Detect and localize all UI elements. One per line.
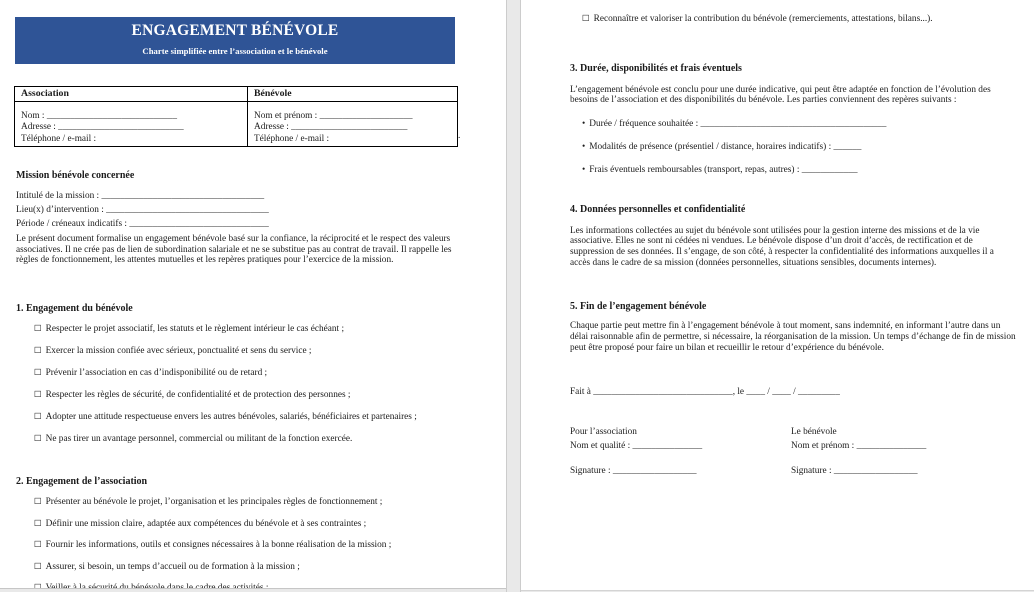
checklist-item	[34, 412, 506, 423]
association-name-quality-field: Nom et qualité : _______________	[570, 441, 703, 452]
association-signature-block	[570, 427, 791, 478]
mission-title-field: Intitulé de la mission : ___________________________________	[16, 190, 265, 201]
checkbox-icon: ☐	[582, 14, 590, 24]
benevole-name-field: Nom et prénom : ____________________	[254, 111, 413, 121]
association-phone-field: Téléphone / e-mail :	[21, 133, 97, 144]
checklist-item-text: Fournir les informations, outils et consignes nécessaires à la bonne réalisation de la mission ;	[45, 540, 392, 551]
benevole-phone-field: Téléphone / e-mail :	[254, 133, 330, 144]
date-place-field: Fait à ______________________________, le ____ / ____ / _________	[570, 386, 840, 397]
stray-period-mark: .	[458, 131, 461, 141]
parties-table	[14, 86, 461, 147]
page2-content	[570, 14, 1018, 477]
checklist-item	[34, 519, 506, 530]
section3-heading: 3. Durée, disponibilités et frais éventuels	[570, 63, 742, 74]
mission-heading: Mission bénévole concernée	[16, 170, 135, 182]
page1-bottom-edge	[0, 588, 506, 592]
benevole-address-field: Adresse : _________________________	[254, 122, 408, 133]
checkbox-icon: ☐	[34, 367, 42, 378]
intro-paragraph: Le présent document formalise un engagement bénévole basé sur la confiance, la réciprocité et le respect des valeurs associatives. Il ne crée pas de lien de subordination salariale et ne se substitue pas au contrat de travail. Il rappelle les règles de fonctionnement, les attentes mutuelles et les repères pratiques pour l’exercice de la mission.	[16, 233, 452, 266]
checklist-item-text: Adopter une attitude respectueuse envers les autres bénévoles, salariés, bénéficiaires et partenaires ;	[45, 411, 417, 422]
checklist-item-text: Ne pas tirer un avantage personnel, commercial ou militant de la fonction exercée.	[45, 433, 353, 444]
bullet-item	[582, 142, 1018, 153]
document-page-2	[521, 0, 1034, 590]
checklist-item	[34, 324, 506, 335]
checkbox-icon: ☐	[34, 497, 42, 508]
table-body-row	[15, 102, 458, 147]
section5-heading: 5. Fin de l’engagement bénévole	[570, 300, 707, 312]
checklist-item-text: Présenter au bénévole le projet, l’organisation et les principales règles de fonctionnement ;	[45, 497, 383, 508]
checkbox-icon: ☐	[34, 518, 42, 529]
section1-heading: 1. Engagement du bénévole	[16, 303, 133, 315]
document-page-1	[0, 0, 506, 588]
bullet-item	[582, 119, 1018, 130]
section3-paragraph: L’engagement bénévole est conclu pour une durée indicative, qui peut être adaptée en fonction de l’évolution des besoins de l’association et des disponibilités du bénévole. Les parties conviennent des repères suivants :	[570, 84, 991, 106]
checkbox-icon: ☐	[34, 433, 42, 444]
bullet-icon: •	[582, 165, 586, 176]
checkbox-icon: ☐	[34, 411, 42, 422]
checklist-item-text: Exercer la mission confiée avec sérieux, ponctualité et sens du service ;	[45, 345, 312, 356]
checkbox-icon: ☐	[34, 323, 42, 334]
checklist-item	[34, 434, 506, 445]
checkbox-icon: ☐	[34, 561, 42, 572]
section2-checklist	[0, 497, 506, 592]
bullet-item-text: Durée / fréquence souhaitée : ________________________________________	[589, 119, 887, 130]
table-header-benevole: Bénévole	[248, 87, 458, 102]
bullet-item	[582, 165, 1018, 176]
checklist-item-text: Prévenir l’association en cas d’indisponibilité ou de retard ;	[45, 367, 268, 378]
title-banner	[15, 17, 455, 64]
checklist-item-text: Respecter le projet associatif, les statuts et le règlement intérieur le cas échéant ;	[45, 323, 345, 334]
checklist-item	[34, 346, 506, 357]
document-subtitle: Charte simplifiée entre l’association et le bénévole	[142, 46, 328, 56]
bullet-icon: •	[582, 119, 586, 130]
checklist-item	[34, 368, 506, 379]
checklist-item-text: Reconnaître et valoriser la contribution du bénévole (remerciements, attestations, bilans...).	[593, 14, 933, 24]
section4-heading: 4. Données personnelles et confidentialité	[570, 204, 746, 216]
section4-paragraph: Les informations collectées au sujet du bénévole sont utilisées pour la gestion interne des missions et de la vie associative. Elles ne sont ni cédées ni vendues. Le bénévole dispose d’un droit d’accès, de rectification et de suppression de ses données. Il s’engage, de son côté, à respecter la confidentialité des informations auxquelles il a accès dans le cadre de sa mission (données personnelles, situations sensibles, documents internes).	[570, 225, 994, 268]
volunteer-name-field: Nom et prénom : _______________	[791, 441, 927, 452]
association-signature-title: Pour l’association	[570, 426, 637, 437]
document-title: ENGAGEMENT BÉNÉVOLE	[131, 22, 339, 39]
checklist-item	[34, 540, 506, 551]
mission-location-field: Lieu(x) d’intervention : ___________________________________	[16, 204, 269, 215]
benevole-cell	[248, 102, 461, 147]
section5-paragraph: Chaque partie peut mettre fin à l’engagement bénévole à tout moment, sans indemnité, en informant l’autre dans un délai raisonnable afin de permettre, si nécessaire, la réorganisation de la mission. Un temps d’échange de fin de mission peut être proposé pour faire un bilan et recueillir le retour d’expérience du bénévole.	[570, 321, 1016, 353]
checkbox-icon: ☐	[34, 540, 42, 551]
checklist-item-text: Définir une mission claire, adaptée aux compétences du bénévole et à ses contraintes ;	[45, 518, 367, 529]
association-address-field: Adresse : ___________________________	[21, 122, 184, 133]
bullet-item-text: Modalités de présence (présentiel / distance, horaires indicatifs) : ______	[589, 142, 862, 153]
bullet-item-text: Frais éventuels remboursables (transport, repas, autres) : ____________	[589, 165, 858, 176]
association-signature-field: Signature : __________________	[570, 466, 697, 477]
bullet-icon: •	[582, 142, 586, 153]
page-gap-divider	[506, 0, 521, 592]
mission-period-field: Période / créneaux indicatifs : ______________________________	[16, 218, 269, 229]
section3-bullet-list	[570, 119, 1018, 176]
table-header-association: Association	[15, 87, 248, 102]
checklist-item	[34, 562, 506, 573]
volunteer-signature-block	[791, 427, 1012, 478]
signature-blocks	[570, 427, 1018, 478]
volunteer-signature-title: Le bénévole	[791, 426, 837, 437]
checkbox-icon: ☐	[34, 389, 42, 400]
table-header-row	[15, 87, 458, 102]
section2-heading: 2. Engagement de l’association	[16, 475, 148, 487]
checkbox-icon: ☐	[34, 345, 42, 356]
section1-checklist	[0, 324, 506, 445]
volunteer-signature-field: Signature : __________________	[791, 466, 918, 477]
checklist-item-text: Respecter les règles de sécurité, de confidentialité et de protection des personnes ;	[45, 389, 351, 400]
checklist-item	[34, 390, 506, 401]
association-name-field: Nom : ____________________________	[21, 111, 177, 121]
mission-fields	[16, 189, 506, 231]
checklist-item-text: Assurer, si besoin, un temps d’accueil ou de formation à la mission ;	[45, 561, 300, 572]
checklist-item	[582, 14, 1018, 25]
checklist-item	[34, 497, 506, 508]
association-cell	[15, 102, 248, 147]
